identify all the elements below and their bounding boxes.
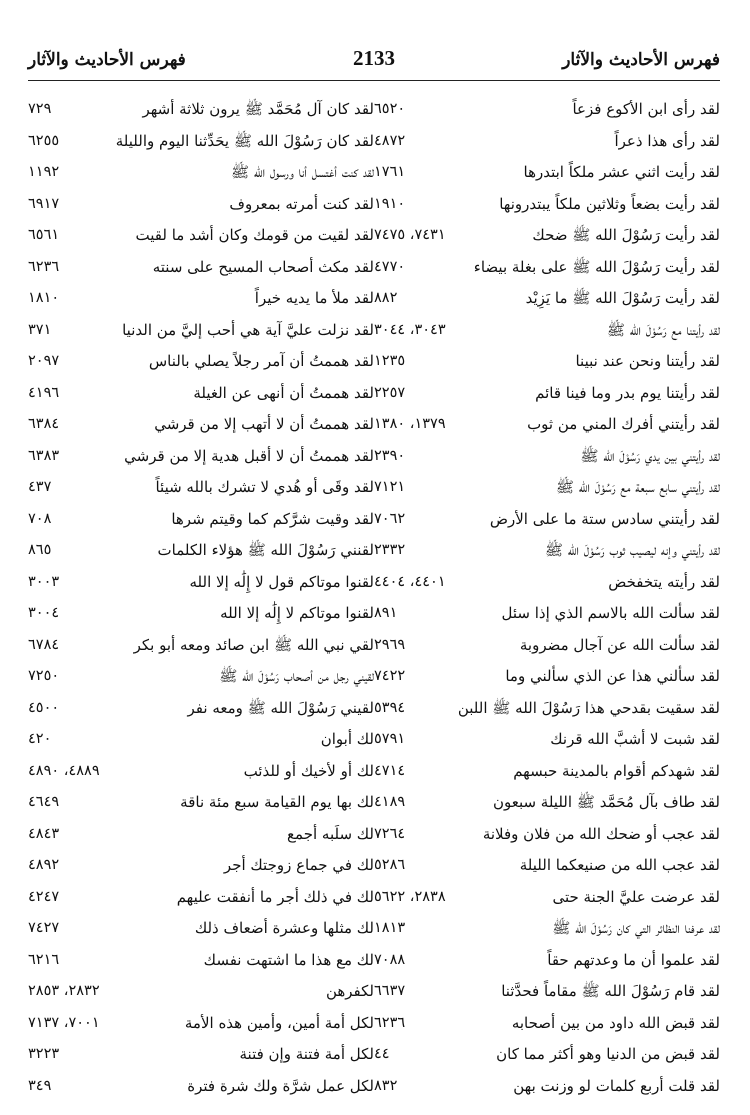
entry-text: لقد عجب أو ضحك الله من فلان وفلانة bbox=[482, 824, 720, 843]
index-entry bbox=[374, 409, 720, 441]
index-column-left bbox=[28, 94, 374, 1102]
entry-text: لقد قبض من الدنيا وهو أكثر مما كان bbox=[496, 1045, 720, 1063]
entry-text: لقد ملأ ما يديه خيراً bbox=[254, 289, 374, 307]
entry-text: لقد رأيتنا ونحن عند نبينا bbox=[575, 352, 720, 370]
entry-reference-number: ٦٢٣٦ bbox=[28, 258, 60, 275]
entry-text: لقد رأى ابن الأكوع فزعاً bbox=[572, 100, 720, 118]
entry-text: لقد رأيت اثني عشر ملكاً ابتدرها bbox=[523, 163, 720, 181]
entry-reference-number: ٤٧٧٠ bbox=[374, 258, 406, 275]
entry-reference-number: ٧٤٣١، ٧٤٧٥ bbox=[374, 227, 446, 243]
entry-text: لكفرهن bbox=[325, 982, 374, 1000]
index-entry bbox=[28, 157, 374, 189]
entry-reference-number: ٨٦٥ bbox=[28, 542, 52, 558]
entry-text: لك أبوان bbox=[320, 730, 374, 748]
index-entry bbox=[374, 472, 720, 504]
entry-text: لقد رأيت رَسُوْلَ الله ﷺ ضحك bbox=[532, 226, 720, 244]
index-entry bbox=[28, 472, 374, 504]
entry-text: لكل عمل شرَّة ولك شرة فترة bbox=[187, 1076, 374, 1095]
entry-text: لقنني رَسُوْلَ الله ﷺ هؤلاء الكلمات bbox=[157, 541, 374, 559]
index-entry bbox=[28, 126, 374, 158]
index-entry bbox=[374, 1039, 720, 1071]
entry-text: لقد رأيت رَسُوْلَ الله ﷺ على بغلة بيضاء bbox=[473, 257, 720, 276]
index-entry bbox=[374, 693, 720, 725]
entry-text: لقد رأيتني سادس ستة ما على الأرض bbox=[489, 509, 720, 528]
entry-reference-number: ٦٩١٧ bbox=[28, 195, 60, 212]
index-entry bbox=[374, 441, 720, 473]
entry-reference-number: ٦٢١٦ bbox=[28, 951, 60, 968]
index-entry bbox=[374, 1008, 720, 1040]
entry-reference-number: ٨٨٢ bbox=[374, 290, 398, 306]
entry-text: لكل أمة أمين، وأمين هذه الأمة bbox=[184, 1013, 374, 1032]
index-entry bbox=[28, 1071, 374, 1103]
entry-text: لقد كنت أمرته بمعروف bbox=[229, 194, 374, 213]
running-title-left: فهرس الأحاديث والآثار bbox=[28, 50, 186, 70]
entry-text: لقد رأى هذا ذعراً bbox=[614, 131, 720, 150]
entry-text: لقد هممتُ أن آمر رجلاً يصلي بالناس bbox=[148, 352, 374, 370]
index-entry bbox=[374, 283, 720, 315]
entry-reference-number: ٧٠٨ bbox=[28, 510, 52, 527]
entry-reference-number: ٧٢٦٤ bbox=[374, 825, 406, 842]
entry-text: لقد هممتُ أن لا أتهب إلا من قرشي bbox=[154, 415, 374, 433]
entry-text: لك في جماع زوجتك أجر bbox=[223, 856, 374, 874]
index-entry bbox=[374, 850, 720, 882]
entry-reference-number: ٧٤٢٧ bbox=[28, 920, 60, 936]
entry-text: لقد رأيتني أفرك المني من ثوب bbox=[527, 415, 720, 433]
index-entry bbox=[374, 126, 720, 158]
entry-text: لك بها يوم القيامة سبع مئة ناقة bbox=[180, 793, 374, 811]
entry-reference-number: ١٧٦١ bbox=[374, 164, 406, 180]
entry-text: لقد كنت أغتسل أنا ورسول الله ﷺ bbox=[230, 163, 374, 181]
index-entry bbox=[374, 567, 720, 599]
entry-reference-number: ٧١٢١ bbox=[374, 479, 406, 495]
index-entry bbox=[28, 94, 374, 126]
entry-text: لقيني رجل من أصحاب رَسُوْلَ الله ﷺ bbox=[219, 667, 374, 685]
entry-reference-number: ٤٤ bbox=[374, 1046, 390, 1062]
entry-reference-number: ٤٧١٤ bbox=[374, 762, 406, 779]
entry-text: لقد رأيتنا يوم بدر وما فينا قائم bbox=[535, 383, 720, 402]
entry-text: لقد كان رَسُوْلَ الله ﷺ يحَدِّثنا اليوم والليلة bbox=[115, 131, 374, 150]
index-entry bbox=[28, 630, 374, 662]
entry-reference-number: ٧٠٨٨ bbox=[374, 951, 406, 968]
index-entry bbox=[28, 693, 374, 725]
entry-reference-number: ٢٣٣٢ bbox=[374, 542, 406, 558]
index-entry bbox=[28, 1039, 374, 1071]
entry-text: لقد رأيتني سابع سبعة مع رَسُوْلَ الله ﷺ bbox=[555, 478, 720, 496]
entry-text: لقد سألت الله عن آجال مضروبة bbox=[519, 635, 720, 654]
entry-reference-number: ٢٣٩٠ bbox=[374, 447, 406, 464]
index-entry bbox=[374, 724, 720, 756]
entry-reference-number: ٣٤٩ bbox=[28, 1077, 52, 1094]
index-entry bbox=[28, 850, 374, 882]
entry-text: لقد كان آل مُحَمَّد ﷺ يرون ثلاثة أشهر bbox=[142, 100, 374, 118]
index-entry bbox=[374, 535, 720, 567]
index-entry bbox=[374, 220, 720, 252]
entry-text: لقد شبت لا أشبَّ الله قرنك bbox=[550, 730, 720, 748]
index-entry bbox=[28, 346, 374, 378]
index-entry bbox=[28, 756, 374, 788]
entry-reference-number: ٨٣٢ bbox=[374, 1077, 398, 1094]
entry-text: لقد نزلت عليَّ آية هي أحب إليَّ من الدنيا bbox=[122, 320, 374, 339]
index-entry bbox=[28, 598, 374, 630]
entry-reference-number: ٦٢٣٦ bbox=[374, 1014, 406, 1031]
entry-reference-number: ٢٨٣٨، ٥٦٢٢ bbox=[374, 888, 446, 905]
index-entry bbox=[374, 598, 720, 630]
entry-text: لقد علموا أن ما وعدتهم حقاً bbox=[547, 950, 720, 969]
index-entry bbox=[28, 882, 374, 914]
entry-reference-number: ١٨١٠ bbox=[28, 290, 60, 306]
index-entry bbox=[28, 535, 374, 567]
entry-text: لقد لقيت من قومك وكان أشد ما لقيت bbox=[135, 226, 374, 244]
index-entry bbox=[28, 315, 374, 347]
entry-reference-number: ٤١٩٦ bbox=[28, 384, 60, 401]
entry-reference-number: ٤٦٤٩ bbox=[28, 794, 60, 810]
entry-text: لقد وقيت شرَّكم كما وقيتم شرها bbox=[171, 509, 374, 528]
index-entry bbox=[28, 189, 374, 221]
entry-reference-number: ٥٢٨٦ bbox=[374, 857, 406, 873]
entry-text: لك سلَبه أجمع bbox=[287, 824, 374, 843]
entry-reference-number: ٥٣٩٤ bbox=[374, 699, 406, 716]
index-entry bbox=[374, 976, 720, 1008]
entry-text: لقد هممتُ أن لا أقبل هدية إلا من قرشي bbox=[124, 446, 374, 465]
entry-reference-number: ٧٠٦٢ bbox=[374, 510, 406, 527]
entry-text: لقد سقيت بقدحي هذا رَسُوْلَ الله ﷺ اللبن bbox=[457, 698, 720, 717]
entry-reference-number: ٥٧٩١ bbox=[374, 731, 406, 747]
entry-text: لقد سألت الله بالاسم الذي إذا سئل bbox=[501, 604, 720, 622]
entry-reference-number: ٦٥٢٠ bbox=[374, 101, 406, 117]
entry-reference-number: ١٣٧٩، ١٣٨٠ bbox=[374, 416, 446, 432]
entry-text: لك أو لأخيك أو للذئب bbox=[243, 761, 374, 780]
entry-reference-number: ٣٢٢٣ bbox=[28, 1046, 60, 1062]
index-entry bbox=[28, 724, 374, 756]
entry-text: لقد وقَى أو هُدي لا تشرك بالله شيئاً bbox=[155, 478, 374, 496]
entry-text: لقد رأيت رَسُوْلَ الله ﷺ ما يَزِيْد bbox=[525, 289, 720, 307]
index-entry bbox=[28, 252, 374, 284]
entry-reference-number: ٦٥٦١ bbox=[28, 227, 60, 243]
entry-text: لقد قام رَسُوْلَ الله ﷺ مقاماً فحدَّثنا bbox=[501, 982, 720, 1000]
index-entry bbox=[374, 819, 720, 851]
index-entry bbox=[374, 346, 720, 378]
entry-text: لقد عرفنا النظائر التي كان رَسُوْلَ الله ﷺ bbox=[552, 919, 720, 937]
entry-reference-number: ٨٩١ bbox=[374, 605, 398, 621]
index-entry bbox=[28, 283, 374, 315]
entry-reference-number: ٢٨٣٢، ٢٨٥٣ bbox=[28, 983, 100, 999]
index-entry bbox=[374, 1071, 720, 1103]
entry-reference-number: ٢٩٦٩ bbox=[374, 636, 406, 653]
entry-text: لقنوا موتاكم قول لا إِلَٰه إلا الله bbox=[189, 572, 374, 591]
entry-reference-number: ٣٧١ bbox=[28, 321, 52, 338]
running-title-right: فهرس الأحاديث والآثار bbox=[562, 50, 720, 70]
entry-text: لقد قلت أربع كلمات لو وزنت بهن bbox=[513, 1076, 720, 1095]
index-entry bbox=[374, 630, 720, 662]
index-entry bbox=[374, 882, 720, 914]
header-divider bbox=[28, 80, 720, 81]
entry-reference-number: ٦٢٥٥ bbox=[28, 132, 60, 149]
index-entry bbox=[28, 409, 374, 441]
index-entry bbox=[28, 1008, 374, 1040]
index-entry bbox=[28, 220, 374, 252]
entry-text: لقد عجب الله من صنيعكما الليلة bbox=[519, 856, 720, 874]
entry-reference-number: ٤٢٠ bbox=[28, 731, 52, 747]
entry-reference-number: ٤٨٨٩، ٤٨٩٠ bbox=[28, 762, 100, 779]
entry-text: لقد رأيته يتخفخض bbox=[608, 572, 720, 591]
entry-reference-number: ٧٢٩ bbox=[28, 101, 52, 117]
index-entry bbox=[374, 378, 720, 410]
index-entry bbox=[374, 189, 720, 221]
index-entry bbox=[374, 661, 720, 693]
index-entry bbox=[28, 913, 374, 945]
index-entry bbox=[28, 567, 374, 599]
index-entry bbox=[28, 787, 374, 819]
entry-reference-number: ٢٢٥٧ bbox=[374, 384, 406, 401]
index-entry bbox=[374, 504, 720, 536]
index-entry bbox=[28, 945, 374, 977]
entry-reference-number: ٦٣٨٤ bbox=[28, 416, 60, 432]
entry-text: لقد مكث أصحاب المسيح على سنته bbox=[152, 257, 374, 276]
index-entry bbox=[374, 787, 720, 819]
entry-reference-number: ١١٩٢ bbox=[28, 164, 60, 180]
entry-text: لقد رأيت بضعاً وثلاثين ملكاً يبتدرونها bbox=[499, 194, 720, 213]
entry-reference-number: ٤٨٤٣ bbox=[28, 825, 60, 842]
entry-reference-number: ٦٣٨٣ bbox=[28, 447, 60, 464]
entry-text: لك مع هذا ما اشتهت نفسك bbox=[203, 950, 374, 969]
entry-reference-number: ٦٧٨٤ bbox=[28, 636, 60, 653]
entry-reference-number: ٤٢٤٧ bbox=[28, 888, 60, 905]
index-entry bbox=[374, 945, 720, 977]
entry-reference-number: ٤١٨٩ bbox=[374, 794, 406, 810]
entry-text: لقد رأيتني وإنه ليصيب ثوب رَسُوْلَ الله ﷺ bbox=[544, 541, 720, 559]
entry-text: لقد سألني هذا عن الذي سألني وما bbox=[505, 667, 720, 685]
index-entry bbox=[374, 252, 720, 284]
entry-text: لقنوا موتاكم لا إِلَٰه إلا الله bbox=[220, 604, 374, 622]
index-entry bbox=[374, 157, 720, 189]
index-entry bbox=[28, 976, 374, 1008]
entry-text: لك في ذلك أجر ما أنفقت عليهم bbox=[176, 887, 374, 906]
entry-reference-number: ٦٦٣٧ bbox=[374, 983, 406, 999]
entry-reference-number: ٣٠٤٣، ٣٠٤٤ bbox=[374, 321, 446, 338]
index-entry bbox=[374, 913, 720, 945]
entry-reference-number: ٤٨٩٢ bbox=[28, 857, 60, 873]
index-column-right bbox=[374, 94, 720, 1102]
entry-text: لقد رأيتنا مع رَسُوْلَ الله ﷺ bbox=[606, 320, 720, 339]
entry-text: لقد رأيتني بين يدي رَسُوْلَ الله ﷺ bbox=[580, 446, 720, 465]
page-header bbox=[28, 44, 720, 78]
page-number: 2133 bbox=[353, 46, 395, 70]
index-entry bbox=[28, 441, 374, 473]
entry-reference-number: ٣٠٠٣ bbox=[28, 573, 60, 590]
entry-text: لقي نبي الله ﷺ ابن صائد ومعه أبو بكر bbox=[133, 635, 374, 654]
entry-text: لقد عرضت عليَّ الجنة حتى bbox=[552, 887, 720, 906]
index-entry bbox=[28, 504, 374, 536]
entry-reference-number: ٧٢٥٠ bbox=[28, 668, 60, 684]
index-entry bbox=[28, 378, 374, 410]
index-entry bbox=[28, 819, 374, 851]
entry-reference-number: ٤٤٠١، ٤٤٠٤ bbox=[374, 573, 446, 590]
entry-text: لكل أمة فتنة وإن فتنة bbox=[239, 1045, 374, 1063]
entry-reference-number: ٣٠٠٤ bbox=[28, 605, 60, 621]
entry-reference-number: ١٢٣٥ bbox=[374, 353, 406, 369]
entry-text: لقد هممتُ أن أنهى عن الغيلة bbox=[193, 383, 374, 402]
index-entry bbox=[374, 756, 720, 788]
entry-text: لقد طاف بآل مُحَمَّد ﷺ الليلة سبعون bbox=[492, 793, 720, 811]
entry-reference-number: ٤٣٧ bbox=[28, 479, 52, 495]
entry-reference-number: ٧٠٠١، ٧١٣٧ bbox=[28, 1014, 100, 1031]
entry-text: لقد شهدكم أقوام بالمدينة حبسهم bbox=[513, 761, 720, 780]
entry-reference-number: ١٨١٣ bbox=[374, 920, 406, 936]
entry-text: لقيني رَسُوْلَ الله ﷺ ومعه نفر bbox=[187, 698, 374, 717]
entry-reference-number: ٤٥٠٠ bbox=[28, 699, 60, 716]
index-entry bbox=[28, 661, 374, 693]
entry-reference-number: ٢٠٩٧ bbox=[28, 353, 60, 369]
index-entry bbox=[374, 94, 720, 126]
entry-reference-number: ٧٤٢٢ bbox=[374, 668, 406, 684]
entry-text: لقد قبض الله داود من بين أصحابه bbox=[511, 1013, 720, 1032]
entry-reference-number: ١٩١٠ bbox=[374, 195, 406, 212]
entry-text: لك مثلها وعشرة أضعاف ذلك bbox=[194, 919, 374, 937]
index-entry bbox=[374, 315, 720, 347]
entry-reference-number: ٤٨٧٢ bbox=[374, 132, 406, 149]
